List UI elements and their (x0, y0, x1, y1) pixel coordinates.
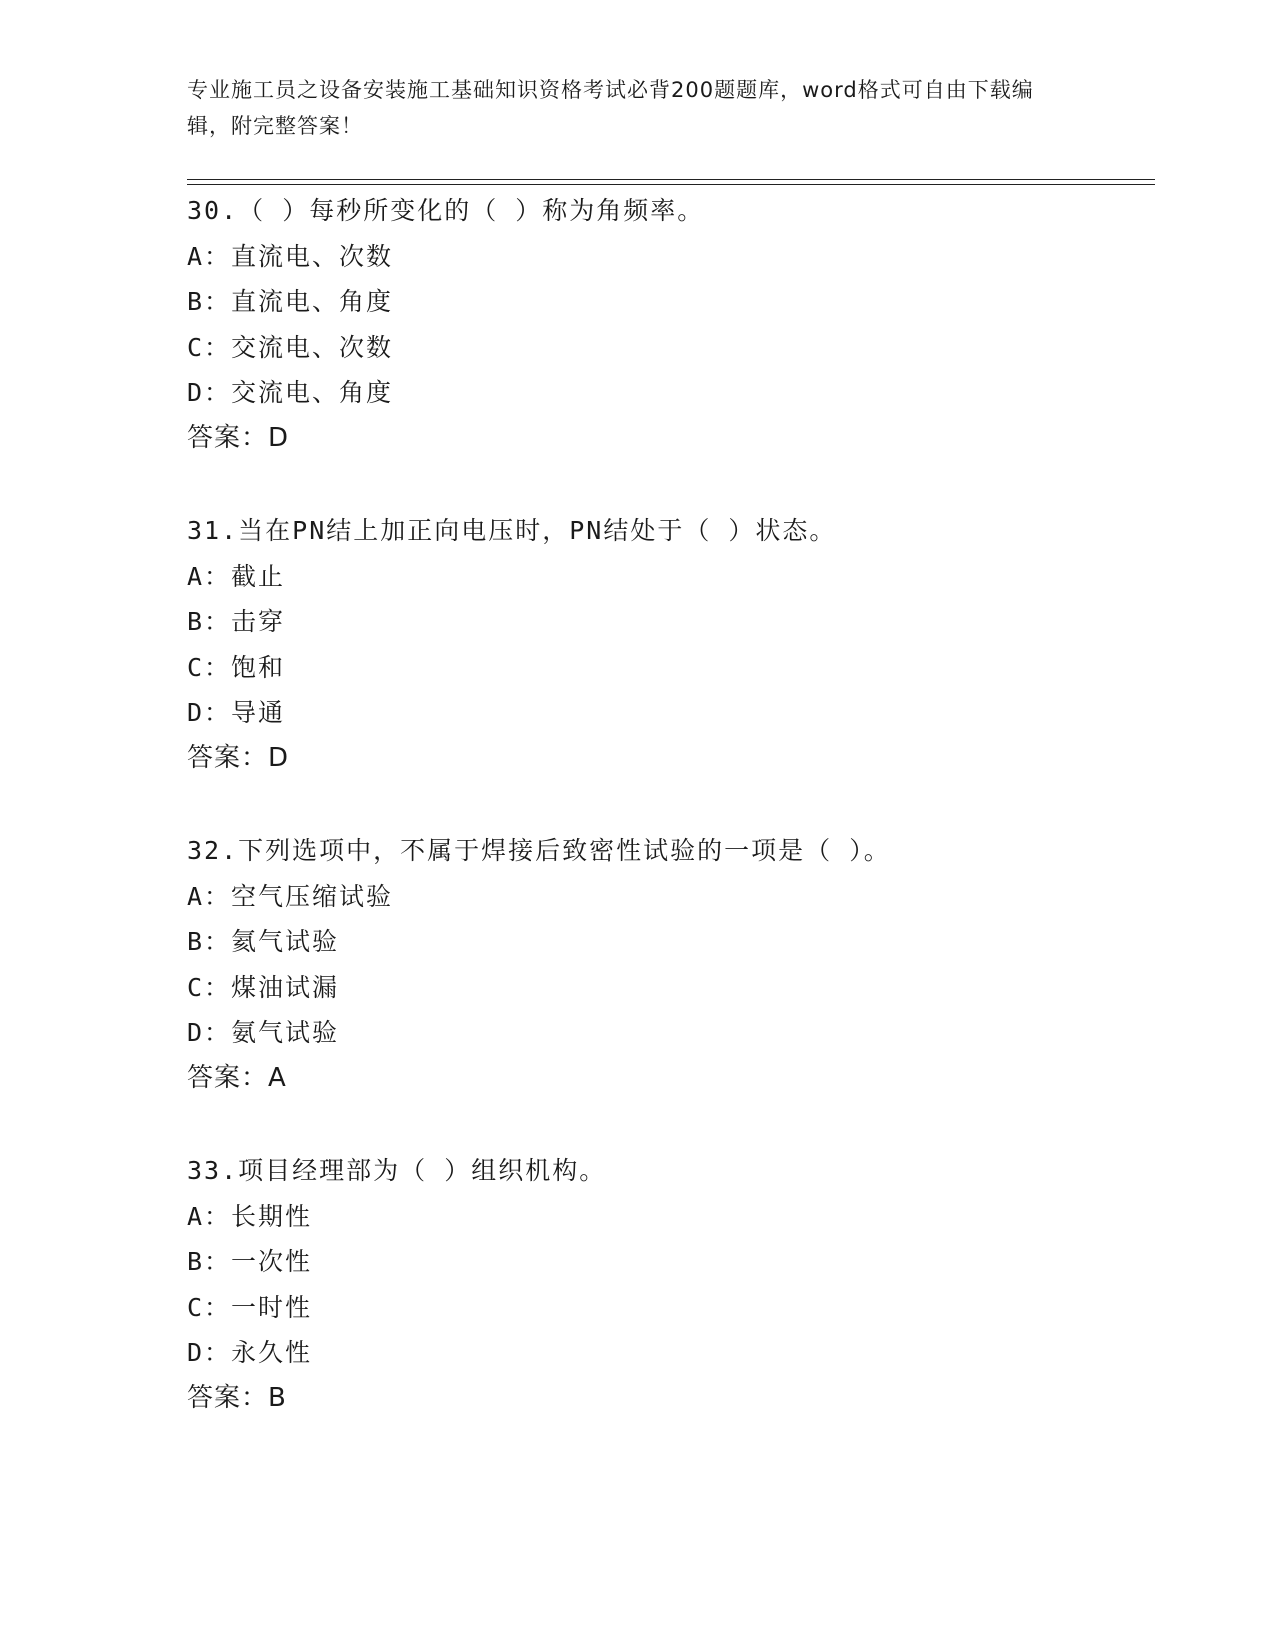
option-c: C：饱和 (187, 652, 286, 682)
option-a: A：直流电、次数 (187, 241, 394, 271)
question-item (187, 1148, 1155, 1421)
option-b: B：氦气试验 (187, 927, 340, 956)
question-stem: 33.项目经理部为（ ）组织机构。 (187, 1156, 607, 1185)
answer: 答案：A (187, 1062, 287, 1093)
option-d: D：交流电、角度 (187, 378, 394, 407)
answer: 答案：B (187, 1382, 287, 1413)
question-item (187, 828, 1155, 1101)
header-divider-line-secondary (187, 184, 1155, 185)
document-header: 专业施工员之设备安装施工基础知识资格考试必背200题题库，word格式可自由下载编辑，附完整答案！ (187, 78, 1034, 138)
header-divider-line (187, 179, 1155, 180)
option-d: D：永久性 (187, 1338, 313, 1367)
option-b: B：击穿 (187, 607, 286, 636)
answer: 答案：D (187, 422, 290, 453)
option-d: D：导通 (187, 698, 286, 727)
option-b: B：直流电、角度 (187, 287, 394, 316)
option-a: A：长期性 (187, 1201, 313, 1231)
question-stem: 32.下列选项中，不属于焊接后致密性试验的一项是（ ）。 (187, 836, 891, 865)
question-list (187, 188, 1155, 1468)
option-c: C：煤油试漏 (187, 972, 340, 1002)
option-a: A：截止 (187, 561, 286, 591)
question-stem: 30.（ ）每秒所变化的（ ）称为角频率。 (187, 196, 705, 225)
option-c: C：交流电、次数 (187, 332, 394, 362)
question-stem: 31.当在PN结上加正向电压时，PN结处于（ ）状态。 (187, 516, 837, 545)
option-c: C：一时性 (187, 1292, 313, 1322)
option-b: B：一次性 (187, 1247, 313, 1276)
option-a: A：空气压缩试验 (187, 881, 394, 911)
question-item (187, 188, 1155, 461)
question-item (187, 508, 1155, 781)
answer: 答案：D (187, 742, 290, 773)
option-d: D：氨气试验 (187, 1018, 340, 1047)
